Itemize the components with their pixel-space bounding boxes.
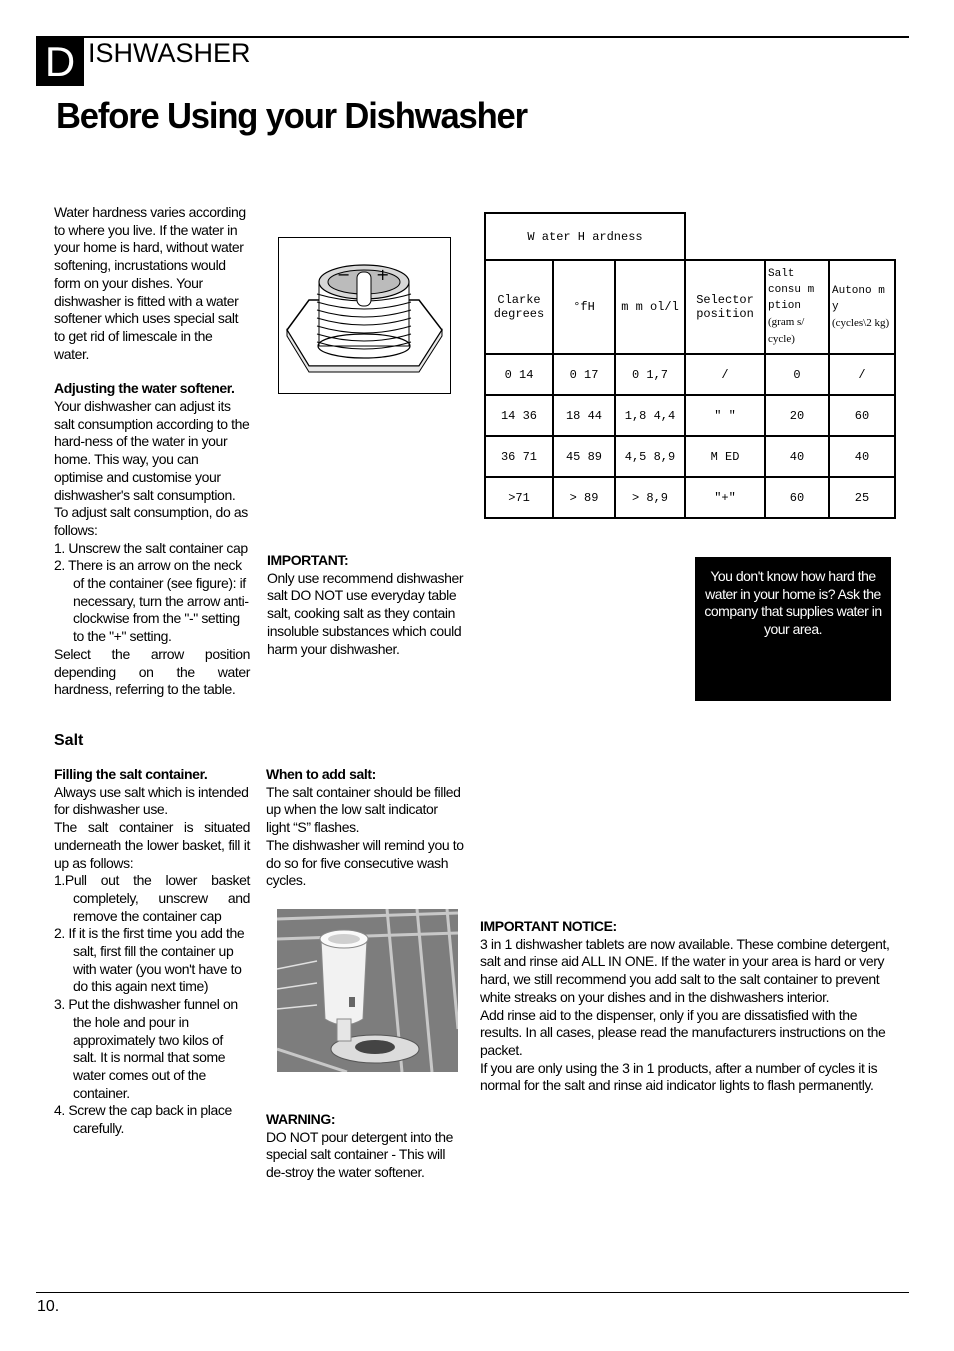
softener-heading: Adjusting the water softener. xyxy=(54,380,235,397)
table-cell: 45 89 xyxy=(553,436,615,477)
fill-step-2: 2. If it is the first time you add the salt, first fill the container up with water (you won't have to do this again next time) xyxy=(54,925,245,995)
col-header-autonomy-unit: (cycles\2 kg) xyxy=(832,316,890,329)
page-number: 10. xyxy=(37,1298,60,1315)
fill-step-3: 3. Put the dishwasher funnel on the hole and pour in approximately two kilos of salt. It is normal that some water comes out of the container. xyxy=(54,996,238,1101)
table-cell: 60 xyxy=(765,477,829,518)
important-notice-column xyxy=(480,918,892,1095)
when-paragraph-1: The salt container should be filled up when the low salt indicator light “S” flashes. xyxy=(266,783,461,836)
fill-step-1: 1.Pull out the lower basket completely, unscrew and remove the container cap xyxy=(54,872,250,924)
table-cell: 18 44 xyxy=(553,395,615,436)
table-cell: 20 xyxy=(765,395,829,436)
table-cell: 40 xyxy=(765,436,829,477)
table-cell: 0 xyxy=(765,354,829,395)
table-cell: 4,5 8,9 xyxy=(615,436,685,477)
fill-heading: Filling the salt container. xyxy=(54,766,208,782)
table-row xyxy=(485,477,895,518)
table-cell: 36 71 xyxy=(485,436,553,477)
col-header-clarke: Clarke degrees xyxy=(485,260,553,354)
warning-heading: WARNING: xyxy=(266,1111,336,1127)
table-empty-header xyxy=(685,213,895,260)
fill-step-4: 4. Screw the cap back in place carefully. xyxy=(54,1102,232,1137)
fill-paragraph-1: Always use salt which is intended for dishwasher use. xyxy=(54,783,249,818)
col-header-salt-label: Salt consu m ption xyxy=(768,268,815,312)
when-add-salt-column xyxy=(266,766,464,890)
col-header-fh: °fH xyxy=(553,260,615,354)
table-cell: M ED xyxy=(685,436,765,477)
table-cell: 40 xyxy=(829,436,895,477)
table-cell: " " xyxy=(685,395,765,436)
important-heading: IMPORTANT: xyxy=(267,552,349,568)
softener-step-2: 2. There is an arrow on the neck of the container (see figure): if necessary, turn the arrow anti-clockwise from the "-" setting to the "+" setting. xyxy=(54,557,249,645)
notice-paragraph-1: 3 in 1 dishwasher tablets are now available. These combine detergent, salt and rinse aid ALL IN ONE. If the water in your area is hard or very hard, we still recommend you add salt to the salt container to prevent white streaks on your dishes and in the dishwashers interior. xyxy=(480,935,890,1005)
fill-salt-column xyxy=(54,766,250,1138)
table-row xyxy=(485,354,895,395)
softener-paragraph-1: Your dishwasher can adjust its salt consumption according to the hard-ness of the water in your home. This way, you can optimise and customise your dishwasher's salt consumption. xyxy=(54,398,250,503)
table-cell: / xyxy=(829,354,895,395)
table-cell: > 89 xyxy=(553,477,615,518)
table-cell: 14 36 xyxy=(485,395,553,436)
page-title: Before Using your Dishwasher xyxy=(56,95,527,136)
col-header-mmol: m m ol/l xyxy=(615,260,685,354)
table-cell: >71 xyxy=(485,477,553,518)
svg-text:+: + xyxy=(376,265,390,284)
table-cell: 25 xyxy=(829,477,895,518)
footer-rule xyxy=(36,1292,909,1293)
intro-paragraph: Water hardness varies according to where you live. If the water in your home is hard, without water softening, incrustations would form on your dishes. Your dishwasher is fitted with a water softener which uses special salt to get rid of limescale in the water. xyxy=(54,204,246,362)
page-number-value: 10 xyxy=(37,1298,55,1315)
col-header-autonomy xyxy=(829,260,895,354)
notice-paragraph-2: Add rinse aid to the dispenser, only if you are dissatisfied with the results. In all cases, please read the manufacturers instructions on the packet. xyxy=(480,1006,886,1058)
table-cell: / xyxy=(685,354,765,395)
fill-paragraph-2: The salt container is situated underneath the lower basket, fill it up as follows: xyxy=(54,819,250,871)
softener-paragraph-2: To adjust salt consumption, do as follows: xyxy=(54,504,248,538)
notice-paragraph-3: If you are only using the 3 in 1 products, after a number of cycles it is normal for the salt and rinse aid indicator lights to flash permanently. xyxy=(480,1059,878,1094)
table-row xyxy=(485,436,895,477)
table-cell: 0 1,7 xyxy=(615,354,685,395)
water-hardness-table xyxy=(484,212,896,519)
warning-text: DO NOT pour detergent into the special salt container - This will de-stroy the water softener. xyxy=(266,1128,453,1181)
salt-funnel-photo xyxy=(277,909,458,1072)
section-name: ISHWASHER xyxy=(88,38,251,68)
important-column xyxy=(267,552,465,658)
col-header-selector: Selector position xyxy=(685,260,765,354)
water-hardness-tip-box: You don't know how hard the water in your home is? Ask the company that supplies water in your area. xyxy=(695,557,891,701)
table-row xyxy=(485,395,895,436)
warning-column xyxy=(266,1111,464,1182)
table-cell: 0 17 xyxy=(553,354,615,395)
table-cell: 0 14 xyxy=(485,354,553,395)
important-text: Only use recommend dishwasher salt DO NOT use everyday table salt, cooking salt as they contain insoluble substances which could harm your dishwasher. xyxy=(267,569,464,657)
table-cell: "+" xyxy=(685,477,765,518)
notice-heading: IMPORTANT NOTICE: xyxy=(480,918,617,934)
section-initial: D xyxy=(36,38,84,86)
salt-cap-figure xyxy=(278,237,451,394)
table-cell: > 8,9 xyxy=(615,477,685,518)
salt-heading: Salt xyxy=(54,732,84,749)
table-group-header: W ater H ardness xyxy=(485,213,685,260)
svg-text:−: − xyxy=(337,265,351,284)
softener-paragraph-3: Select the arrow position depending on the water hardness, referring to the table. xyxy=(54,645,250,698)
when-paragraph-2: The dishwasher will remind you to do so for five consecutive wash cycles. xyxy=(266,836,464,889)
when-heading: When to add salt: xyxy=(266,766,376,782)
water-softener-column xyxy=(54,204,250,699)
col-header-autonomy-label: Autono m y xyxy=(832,284,885,313)
col-header-salt-unit: (gram s/ cycle) xyxy=(768,316,805,345)
col-header-salt xyxy=(765,260,829,354)
softener-step-1: 1. Unscrew the salt container cap xyxy=(54,539,248,556)
table-cell: 60 xyxy=(829,395,895,436)
table-cell: 1,8 4,4 xyxy=(615,395,685,436)
